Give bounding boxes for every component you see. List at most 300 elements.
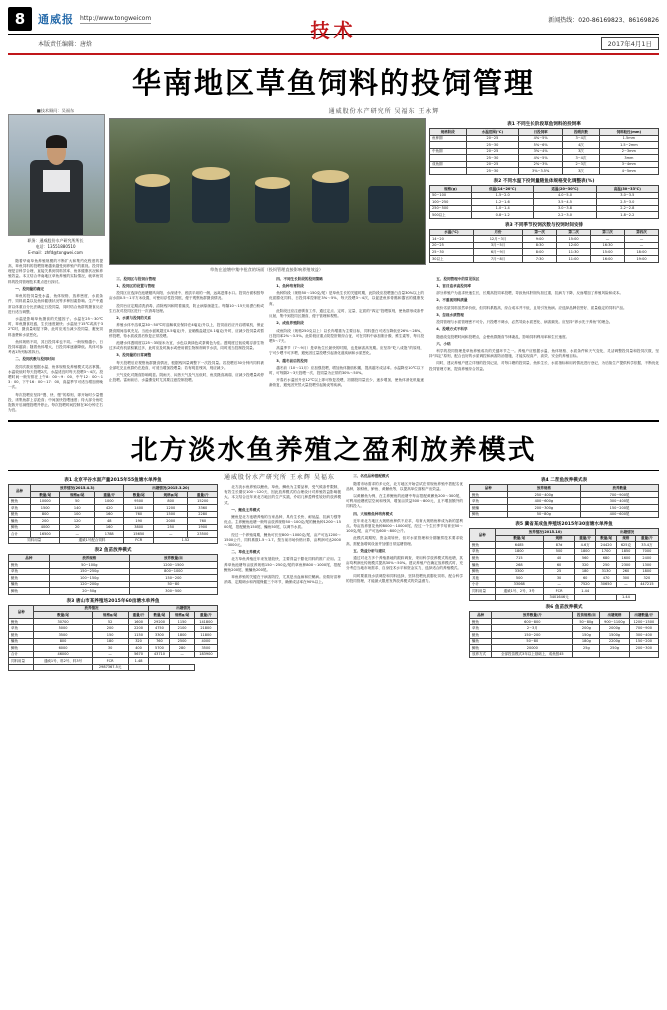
table-cell: 420 — [94, 505, 124, 512]
header-rule — [8, 53, 659, 55]
table-cell: 鳙鱼 — [9, 518, 31, 525]
table-cell: 中鱼期 — [430, 148, 467, 155]
a2-table4-header-row: 品种 放养规格 放养数量 — [470, 485, 659, 492]
table-cell: 小计 — [470, 581, 496, 588]
table-row — [9, 588, 218, 595]
table-cell: 320 — [635, 575, 658, 582]
table-cell: 1.2~1.6 — [471, 199, 533, 206]
table-cell: 140 — [60, 505, 95, 512]
author-portrait-photo — [8, 114, 105, 236]
table-cell: 1788 — [94, 531, 124, 538]
issue-date: 2017年4月1日 — [601, 37, 659, 50]
table-cell: 9500 — [124, 498, 154, 505]
table-cell: 2200g — [600, 638, 629, 645]
portrait-caption: ■技术顾问：吴福东 — [36, 108, 75, 113]
table-cell: 30700 — [34, 618, 92, 625]
table-cell: 200~300g — [507, 505, 581, 512]
table-cell: 180 — [575, 568, 596, 575]
table-cell: 1500g — [600, 632, 629, 639]
table-cell: 1800 — [170, 632, 194, 639]
table-cell: 全部投苗模式3年以上基础上，成鱼按45 — [492, 651, 573, 658]
table-cell: 12月~3月 — [473, 236, 522, 243]
table-cell: 20~25 — [466, 161, 519, 168]
article2-column-1: 通威股份水产研究所 王永辉 吴福东 北方淡水鱼养殖以鲤鱼、草鱼、鲫鱼为主要品种，受气候条件限制，有效生长期仅100～120天，因此放养模式的合理设计对养殖效益影响极大。本文结合近年来北方地区的生产实践，介绍几种盈利性较好的放养模式。 一、鲤鱼主养模式 鲤鱼是北方池塘养殖的当家品种，具有生长快、耐低温、抗病力强等优点。主养鲤鱼池塘一般每亩放养规格50～100克/尾的鲤鱼种1200～1500尾，搭配鲢鱼150尾、鳙鱼50尾，以调节水质。 经过一个养殖周期，鲤鱼可长至800～1000克/尾，亩产可达1200～1500公斤，饲料系数1.5～1.7。按当前市场价格计算，亩利润可达2000～3000元。 二、草鱼主养模式 北方草鱼养殖近年来发展较快，主要得益于膨化饲料的推广应用。主养草鱼池塘每亩放养规格150～250克/尾的草鱼种800～1000尾，搭配鲤鱼200尾、鲢鳙鱼200尾。 草鱼养殖的关键在于病害防控，尤其是出血病和烂鳃病。应做好苗种消毒、定期调水和内服保健三个环节，确保成活率在90%以上。 — [224, 474, 341, 585]
table-cell: 150~200 — [492, 632, 573, 639]
table-cell: 6485 — [495, 542, 543, 549]
table-cell: 50~100 — [430, 192, 472, 199]
table-row — [9, 664, 218, 671]
section-title: 技术 — [310, 20, 357, 42]
table-cell: 鲤鱼 — [9, 618, 34, 625]
table-cell: 5%~6% — [519, 142, 563, 149]
table-row — [470, 651, 659, 658]
table-cell: 1.8~2.2 — [596, 212, 658, 219]
table-cell: 48 — [94, 518, 124, 525]
article2-band — [8, 420, 659, 471]
author-contact — [8, 238, 103, 256]
table-cell: 草鱼 — [470, 498, 508, 505]
table-cell: 46000 — [34, 651, 92, 658]
table-cell: 18:00 — [625, 249, 659, 256]
table-cell: 280 — [170, 645, 194, 652]
table-cell — [430, 168, 467, 175]
table-cell: 700~900尾 — [581, 491, 659, 498]
table-cell: 25 — [543, 568, 574, 575]
table-cell: 合计 — [9, 651, 34, 658]
table-cell: 625克 — [617, 542, 636, 549]
table-cell: 25g — [573, 645, 600, 652]
table-cell: 3500 — [34, 632, 92, 639]
table-cell: 200~300 — [629, 645, 658, 652]
table2 — [429, 185, 659, 219]
table-cell: 3次 — [563, 168, 600, 175]
table-cell: 150g — [573, 632, 600, 639]
table-cell — [596, 594, 617, 601]
table-cell: 3%~3.5% — [519, 168, 563, 175]
table-cell: 160 — [94, 524, 124, 531]
table-cell: 30以上 — [430, 256, 474, 263]
a2-table3-header-row: 数量/尾 规格g/尾 重量/斤 数量/尾 规格g/尾 重量/斤 — [9, 612, 218, 619]
table-cell: 800 — [30, 511, 60, 518]
table-cell: 3800 — [124, 524, 154, 531]
table-cell: 鲢鱼 — [470, 632, 492, 639]
table-cell: 通威1号、料2号、料3号 — [34, 658, 92, 665]
table-cell: 12:00 — [557, 242, 591, 249]
table-cell: 20~50g — [49, 588, 129, 595]
table-cell: 30 — [92, 645, 128, 652]
table-cell: 150~200尾 — [581, 505, 659, 512]
table-cell: — — [625, 242, 659, 249]
table-cell: 4%~5% — [519, 155, 563, 162]
table2-header-row: 规格(g) 低温(14~20℃) 适温(20~30℃) 高温(30~33℃) — [430, 185, 659, 192]
table-cell: 11800 — [194, 632, 217, 639]
table-cell: 1150 — [128, 632, 149, 639]
table-cell: 1600 — [128, 618, 149, 625]
table-cell: 4~5mm — [599, 168, 658, 175]
table2-title: 表2 不同水温下投饲量随鱼体规格变化调整表(%) — [493, 178, 595, 184]
table-cell: 50~80g — [507, 511, 581, 518]
table-cell: 150~200 — [129, 575, 217, 582]
table-cell: 60 — [575, 575, 596, 582]
table-cell: 33.4万 — [635, 542, 658, 549]
table-cell: 29200 — [149, 618, 170, 625]
a2-table1-group-row: 品种 放养情况(2015.4.3) 出塘情况(2015.3.20) — [9, 485, 218, 492]
table-cell: 放养方式 — [470, 651, 492, 658]
table-row — [430, 212, 659, 219]
table-cell: 3500 — [194, 645, 217, 652]
table-cell: 20~25 — [466, 135, 519, 142]
table-cell: 鲢鱼 — [9, 575, 50, 582]
table-cell — [34, 664, 92, 671]
table-cell: 成鱼期 — [430, 161, 467, 168]
publication-logo: 通威报 — [38, 13, 74, 26]
table-cell: 50~100g — [49, 561, 129, 568]
a2-table4-title: 表4 二茬鱼放养模式表 — [540, 478, 588, 484]
table-cell: 800 — [153, 498, 188, 505]
table-cell: 250 — [153, 524, 188, 531]
article2-right-tables — [469, 474, 659, 671]
table-cell: 7000 — [635, 548, 658, 555]
table-cell: 1700 — [596, 548, 617, 555]
table-cell: 1200~1500 — [629, 618, 658, 625]
table-cell: 11:30 — [557, 249, 591, 256]
table-cell: 3130 — [596, 568, 617, 575]
table-cell: 2000g — [600, 625, 629, 632]
table-cell: 1800 — [575, 548, 596, 555]
table-cell: 50~80 — [492, 638, 573, 645]
table-cell: 560 — [575, 555, 596, 562]
table-cell: 100~150g — [49, 575, 129, 582]
table1 — [429, 128, 659, 175]
table-cell — [128, 664, 149, 671]
table-cell: 25~30 — [466, 168, 519, 175]
table1-header-row: 规格阶段 水温范围(℃) 日投饲率 投喂次数 饲料粒径(mm) — [430, 129, 659, 136]
table-cell: 20~25 — [430, 242, 474, 249]
table-cell: 2%~3% — [519, 161, 563, 168]
article2-left-tables — [8, 474, 218, 671]
table-cell: 5670 — [128, 651, 149, 658]
table-cell: 4.0~5.0 — [534, 192, 596, 199]
table-cell: 760 — [188, 518, 218, 525]
contact-email[interactable]: E-mail：zhfd@tongwei.com — [28, 249, 83, 255]
article2-body — [8, 474, 659, 671]
table-cell: 87d — [543, 542, 574, 549]
table-cell: 16500 — [30, 531, 60, 538]
table-cell: 268 — [495, 561, 543, 568]
table-cell: 15:00 — [557, 236, 591, 243]
a2-table2 — [8, 554, 218, 594]
table-cell: 14~20 — [430, 236, 474, 243]
table-cell: 3360 — [188, 505, 218, 512]
table-cell: 2500 — [170, 638, 194, 645]
table-cell: 150~250g — [49, 568, 129, 575]
table-cell: 400~600g — [507, 498, 581, 505]
table-cell: 1400 — [124, 505, 154, 512]
table-row — [470, 594, 659, 601]
table1-title: 表1 不同生长阶段草鱼饲料的投饲率 — [507, 122, 581, 127]
table-cell — [573, 651, 600, 658]
table-cell: FCR — [543, 588, 574, 595]
table-cell: 470 — [596, 575, 617, 582]
table-cell: 3300 — [495, 568, 543, 575]
table-cell: 10000 — [30, 498, 60, 505]
table-cell: 4750 — [149, 625, 170, 632]
table-cell: 鲫鱼 — [470, 511, 508, 518]
a2-table5-header-row: 数量/尾 规格 重量/斤 数量/尾 规格 重量/斤 — [470, 535, 659, 542]
table-cell: 6月~9月 — [473, 249, 522, 256]
table-cell: 2.2~2.8 — [596, 205, 658, 212]
table-cell: 2100 — [170, 625, 194, 632]
table-cell: 200g — [573, 625, 600, 632]
article2-text-columns — [224, 474, 463, 671]
a2-table6-title: 表6 鱼苗放养模式 — [545, 605, 583, 611]
table-cell: 草鱼 — [9, 625, 34, 632]
table-cell: 其他 — [470, 575, 496, 582]
table-cell: 700~900 — [629, 625, 658, 632]
table-cell: 9:00 — [523, 236, 557, 243]
table-cell: 鲫鱼 — [9, 588, 50, 595]
table-cell: 鲫鱼 — [470, 568, 496, 575]
table-cell: 4.6万 — [575, 542, 596, 549]
table-cell: 50~80g — [573, 618, 600, 625]
table-cell: 草鱼 — [470, 625, 492, 632]
table-cell: — — [543, 581, 574, 588]
table3-title: 表3 不同季节投饲次数与投饲时间安排 — [504, 222, 584, 228]
table-cell: 5700 — [149, 645, 170, 652]
table-cell: 鳙鱼 — [9, 638, 34, 645]
table-cell: 2~3次 — [563, 161, 600, 168]
table-cell: — — [625, 236, 659, 243]
table-cell: 15200 — [188, 498, 218, 505]
table-cell: 饲料用量 — [9, 658, 34, 665]
table-cell: 60 — [543, 561, 574, 568]
a2-table1-title: 表1 北京平谷水面产量2015年55鱼塘水单养鱼 — [64, 478, 162, 484]
table3 — [429, 229, 659, 263]
table-cell: 30 — [543, 575, 574, 582]
table-cell: 草鱼 — [470, 548, 496, 555]
article1-column-4: 五、投饲管理中的常见误区 1、盲目追求高投饲率 部分养殖户为追求快速生长，长期高投饲率投喂，导致鱼体肝胆负担过重，抗病力下降，反而增加了养殖风险和成本。 2、不重视饲料质量 低价劣质饲料虽然单价低，但饲料系数高，综合成本并不低，且易引发鱼病。应选择品牌信誉好、质量稳定的饲料产品。 3、忽视水质管理 投饲管理与水质管理密不可分。只投喂不调水，必然导致水质恶化、病害频发。应坚持“养水先于养鱼”的理念。 4、投喂方式不科学 随意改变投喂时间和投喂点，会使鱼群摄食节律紊乱，影响饲料利用率和生长速度。 六、小结 科学的投饲管理是草鱼养殖成功的关键环节之一。养殖户应根据水温、鱼体规格、水质条件和天气变化，灵活调整投饲量和投饲次数，坚持“四定”原则，配合良好的水质调控和病害防治措施，才能实现高产、高效、安全的养殖目标。 同时，建议养殖户建立详细的投饲记录，对每口塘的投饲量、鱼体生长、水质指标和用药情况进行登记，为后续生产提供科学依据，不断优化投饲管理方案，提高养殖综合效益。 — [429, 276, 659, 371]
table-cell: 141800 — [194, 618, 217, 625]
a2-table2-title: 表2 鱼苗放养模式 — [94, 548, 132, 554]
table-cell: 鲤鱼 — [9, 561, 50, 568]
table3-header-row: 水温(℃) 月份 第一次 第二次 第三次 第四次 — [430, 229, 659, 236]
table-cell — [470, 594, 496, 601]
table-cell: 320 — [575, 561, 596, 568]
editor-line: 本版责任编辑：唐焓 — [38, 40, 93, 48]
table-cell: 160 — [94, 511, 124, 518]
table-cell: 500 — [495, 575, 543, 582]
table-cell: 1.5~2mm — [599, 142, 658, 149]
table-cell: 1500 — [30, 505, 60, 512]
table-cell: 2000 — [153, 518, 188, 525]
table-cell: 3.0~3.5 — [596, 192, 658, 199]
table-cell: 2.5~3.0 — [596, 199, 658, 206]
table-cell: 3%~4% — [519, 148, 563, 155]
table-cell: 2280 — [188, 511, 218, 518]
article1-byline: 通威股份水产研究所 吴福东 王永辉 — [328, 108, 440, 115]
table-cell: 鲤鱼 — [470, 618, 492, 625]
table-cell: 1.44 — [617, 594, 636, 601]
table-cell: 3401646元 — [543, 594, 574, 601]
table-cell: 鱼种期 — [430, 135, 467, 142]
table-cell: 2987367.5元 — [92, 664, 128, 671]
table-cell: 草鱼 — [9, 505, 31, 512]
table-cell: — — [617, 581, 636, 588]
a2-table4 — [469, 484, 659, 518]
table-cell: 1.48 — [128, 658, 149, 665]
table-cell: 1500 — [153, 511, 188, 518]
table-cell: 19:00 — [625, 256, 659, 263]
a2-table1 — [8, 484, 218, 544]
article2-column-2: 三、名优品种搭配模式 随着市场需求的多元化，北方地区开始尝试在常规鱼养殖中搭配名优品种，如鲟鱼、鲈鱼、黄颡鱼等，以提高单位面积产出效益。 以黄颡鱼为例，在主养鲤鱼的池塘中每亩搭配黄颡鱼200～300尾，可利用池塘底层空间和残饵，增加亩效益500～800元，且不增加额外的饲料投入。 四、大规格鱼种培育模式 近年来北方地区大规格鱼种供不应求，培育大规格鱼种成为新的盈利点。每亩放养夏花鱼种8000～10000尾，经过一个生长季节培育至50～100克/尾，亩产可达600～800公斤。 此模式周期短、资金周转快，但对水质管理和分期捕捞技术要求较高，需配备增氧设备并加强日常巡塘管理。 五、效益分析与建议 通过对北方多个养殖基地的跟踪调查，采用科学放养模式的池塘，其亩均利润比传统模式提高30%～50%。建议养殖户在确定放养模式时，充分考虑当地市场需求、自身技术水平和资金实力，选择适合的养殖模式。 同时要重视水质调控和饲料选择，坚持投喂优质膨化饲料，配合科学的投饲管理，才能最大限度发挥放养模式的效益潜力。 — [346, 474, 463, 583]
table-cell: 447215 — [635, 581, 658, 588]
table-cell: 760 — [124, 511, 154, 518]
table-cell: 通威1号、2号、3号 — [495, 588, 543, 595]
table-cell: 200 — [30, 518, 60, 525]
table-cell: 260 — [617, 568, 636, 575]
a2-table1-header-row: 数量/尾 规格g/尾 重量/斤 数量/尾 规格g/尾 重量/斤 — [9, 491, 218, 498]
table-cell: — — [60, 531, 95, 538]
table-cell: 320 — [128, 638, 149, 645]
table-cell — [149, 664, 170, 671]
table-cell: 鲫鱼 — [470, 645, 492, 652]
table-cell: 500 — [543, 548, 574, 555]
table-cell: 1850 — [617, 548, 636, 555]
table-cell: 3.5~4.5 — [534, 199, 596, 206]
table-cell — [9, 664, 34, 671]
article1-column-3: 四、不同生长阶段的投饲策略 1、鱼种培育阶段 鱼种阶段（规格50～150克/尾）是草鱼生长的关键时期，此阶段应投喂蛋白含量30%以上的优质膨化饲料，日投饲率控制在3%～5%，每天投喂3～4次，以促进鱼体骨骼和器官的健康发育。 此阶段还应注意驯食工作，通过定点、定时、定量、定质的“四定”投喂原则，使鱼群形成条件反射，集中到投饲区摄食，便于管理和观察。 2、成鱼养殖阶段 成鱼阶段（规格250克以上）以长肉增重为主要目标，饲料蛋白可适当降低至26%～28%，日投饲率2%～3.5%。此阶段应重点防控肝胆综合征，可在饲料中添加胆汁酸、维生素等，每月投喂5～7天。 高温季节（7～9月）是草鱼生长最快的时期，也是病害高发期。应坚持“吃八成饱”的原则，宁可少喂不可多喂，避免因过量投喂引起消化道疾病和水质恶化。 3、越冬前后的投饲 越冬前（10～11月）应加强投喂，增加鱼体脂肪积累，提高越冬成活率。水温降至10℃以下时，可每隔2～3天投喂一次，投饲量为正常的30%～50%。 开春后水温回升至12℃以上即可恢复投喂，初期投饲量宜少，逐步增加，使鱼体消化机能逐渐恢复，避免因突然大量投喂引起肠炎等疾病。 — [269, 276, 424, 388]
table-cell: 120~200g — [49, 581, 129, 588]
table-cell: 1300 — [635, 561, 658, 568]
table-cell: 3~4次 — [563, 135, 600, 142]
table-cell: 鲢鱼 — [470, 555, 496, 562]
table-cell: 鲫鱼 — [9, 645, 34, 652]
table-cell: 183900 — [194, 651, 217, 658]
a2-table6 — [469, 611, 659, 658]
website-url[interactable]: http://www.tongweicom — [80, 14, 152, 22]
table-cell: 饲料用量 — [470, 588, 496, 595]
table-cell: 680 — [596, 555, 617, 562]
table-cell: 1.5~2.0 — [471, 192, 533, 199]
table-cell: 7520 — [575, 581, 596, 588]
table-cell — [495, 594, 543, 601]
table-cell: FCR — [92, 658, 128, 665]
a2-table3-title: 表3 唐山市某养殖场2015年60亩塘水单养鱼 — [66, 598, 160, 604]
table-cell: 180 — [92, 638, 128, 645]
table-cell: 400~600尾 — [581, 511, 659, 518]
table-cell: 鳙鱼 — [9, 581, 50, 588]
table-cell — [600, 651, 629, 658]
a2-table3 — [8, 605, 218, 672]
table-cell: 250~500 — [430, 205, 472, 212]
table-cell: 鲢鱼 — [9, 632, 34, 639]
table-row — [430, 256, 659, 263]
table-cell: 鲢鳙 — [470, 505, 508, 512]
table-cell: — — [92, 651, 128, 658]
table-cell: 8:30 — [523, 242, 557, 249]
table-cell: 760 — [149, 638, 170, 645]
table-cell: 鲢鱼 — [9, 511, 31, 518]
table-cell: 33068 — [495, 581, 543, 588]
table-cell: 16:00 — [591, 256, 625, 263]
table-cell: 300 — [617, 575, 636, 582]
table-cell: 4000 — [30, 524, 60, 531]
a2-table2-header-row: 品种 放养规格 放养数量/亩 — [9, 555, 218, 562]
a2-table5-group-row: 品种 放养情况(2015.10) 出塘情况 — [470, 529, 659, 536]
article1-main-photo — [109, 118, 426, 265]
table-cell: 合计 — [9, 531, 31, 538]
table-cell: 4000 — [194, 638, 217, 645]
table-cell: 900~1100g — [600, 618, 629, 625]
table-cell: 25~30 — [430, 249, 474, 256]
table-cell: 20000 — [492, 645, 573, 652]
table-cell: 250 — [596, 561, 617, 568]
table-cell: 鲫鱼 — [9, 524, 31, 531]
a2-table1-footer-row: 饲料用量 通威1号配合饲料 FCR 1.52 — [9, 537, 218, 544]
table-cell: 300~500 — [129, 588, 217, 595]
table-cell: 50~80 — [129, 581, 217, 588]
table-cell: — — [591, 236, 625, 243]
table-cell: 3月~5月 — [473, 242, 522, 249]
table-cell: 300~400尾 — [581, 498, 659, 505]
table-cell: 800~1000 — [129, 568, 217, 575]
table-cell: 1800 — [635, 568, 658, 575]
a2-table3-group-row: 品种 放养情况 出塘情况 — [9, 605, 218, 612]
table-cell: 鲤鱼 — [470, 542, 496, 549]
table-cell: 1200 — [153, 505, 188, 512]
a2-table5 — [469, 528, 659, 601]
table-cell: 3~4次 — [563, 155, 600, 162]
table-cell: 0.8~1.2 — [471, 212, 533, 219]
table-cell: 鳙鱼 — [470, 638, 492, 645]
table-cell: 2400 — [635, 555, 658, 562]
table-cell: 1600 — [617, 555, 636, 562]
a2-table5-title: 表5 冀省某成鱼养殖场2015年30亩塘水单养鱼 — [515, 522, 613, 528]
hotline-text: 新闻热线：020-86169823、86169826 — [548, 16, 659, 24]
table-cell: 3~4mm — [599, 161, 658, 168]
table-cell: 43710 — [149, 651, 170, 658]
table-cell: 120 — [60, 518, 95, 525]
table-cell: 2.2~3.0 — [534, 212, 596, 219]
table-cell: 1000 — [94, 498, 124, 505]
table-cell: 150~200 — [629, 638, 658, 645]
table-cell: 800 — [34, 638, 92, 645]
table-cell: 25~30 — [466, 155, 519, 162]
table-cell: 3300 — [149, 632, 170, 639]
table-cell: 4%~5% — [519, 135, 563, 142]
table-cell: 180g — [573, 638, 600, 645]
table-cell: 400 — [128, 645, 149, 652]
table-cell: 1900 — [188, 524, 218, 531]
table-cell: 2300 — [617, 561, 636, 568]
page-number-badge: 8 — [8, 7, 32, 31]
table-cell — [575, 594, 596, 601]
table-cell: 100~250 — [430, 199, 472, 206]
table-cell: 1.44 — [575, 588, 596, 595]
table-cell: 15650 — [124, 531, 154, 538]
table-cell: 3mm — [599, 155, 658, 162]
table-cell: 250~400g — [507, 491, 581, 498]
article2-byline: 通威股份水产研究所 王永辉 吴福东 — [224, 474, 335, 482]
table-cell: 草鱼 — [9, 568, 50, 575]
table-cell: 3次 — [563, 148, 600, 155]
table-cell: 30650 — [596, 581, 617, 588]
table-cell: 2~3月 — [492, 625, 573, 632]
table-cell: 150 — [92, 632, 128, 639]
table-cell: 3.0~3.8 — [534, 205, 596, 212]
table-cell: 鳙鱼 — [470, 561, 496, 568]
table-cell: 40 — [543, 555, 574, 562]
